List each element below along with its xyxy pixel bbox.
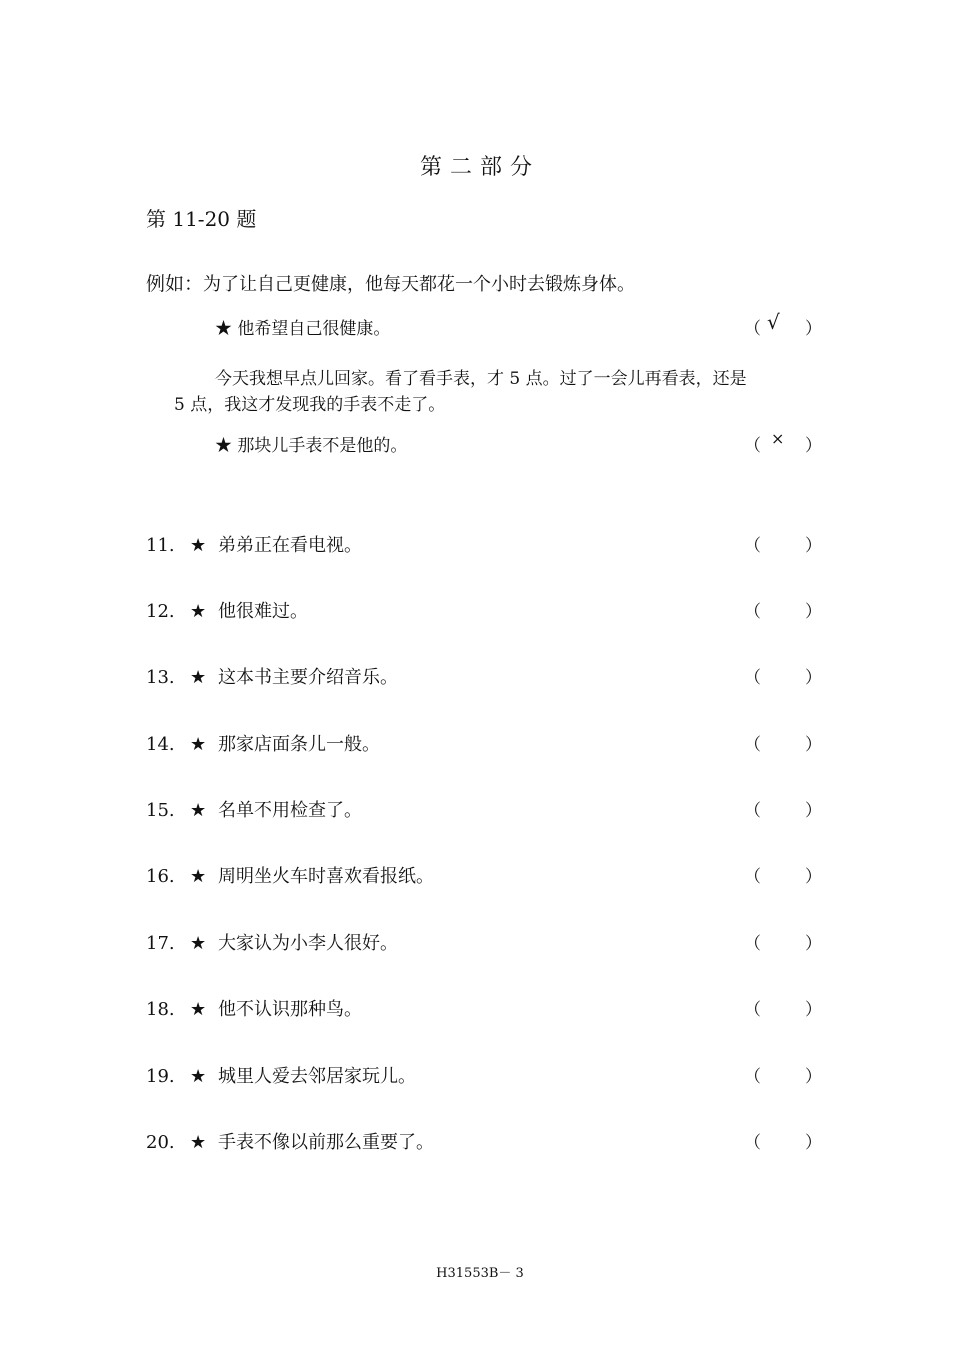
question-12: 12. ★ 他很难过。 — [146, 601, 308, 622]
star-icon: ★ — [190, 999, 207, 1020]
answer-blank-open[interactable]: （ — [744, 536, 761, 556]
question-16: 16. ★ 周明坐火车时喜欢看报纸。 — [146, 866, 434, 887]
answer-blank-open[interactable]: （ — [744, 1067, 761, 1087]
star-icon: ★ — [190, 734, 207, 755]
paren-open: （ — [744, 319, 761, 339]
answer-blank-close: ） — [805, 867, 822, 887]
answer-blank-open[interactable]: （ — [744, 668, 761, 688]
question-15: 15. ★ 名单不用检查了。 — [146, 800, 362, 821]
star-icon: ★ — [190, 800, 207, 821]
check-mark-icon: √ — [767, 310, 780, 334]
cross-mark-icon: × — [771, 429, 785, 448]
question-range: 第 11-20 题 — [146, 207, 257, 231]
answer-blank-close: ） — [805, 668, 822, 688]
star-icon: ★ — [190, 933, 207, 954]
answer-blank-open[interactable]: （ — [744, 602, 761, 622]
question-20: 20. ★ 手表不像以前那么重要了。 — [146, 1132, 434, 1153]
page-footer: H31553B－ 3 — [436, 1266, 524, 1281]
example-intro — [146, 269, 635, 296]
question-19: 19. ★ 城里人爱去邻居家玩儿。 — [146, 1066, 416, 1087]
star-icon: ★ — [190, 1066, 207, 1087]
section-title: 第二部分 — [419, 155, 540, 180]
question-13: 13. ★ 这本书主要介绍音乐。 — [146, 667, 398, 688]
example-passage-line-1: 今天我想早点儿回家。看了看手表，才 5 点。过了一会儿再看表，还是 — [215, 369, 747, 389]
question-18: 18. ★ 他不认识那种鸟。 — [146, 999, 362, 1020]
star-icon: ★ — [190, 535, 207, 556]
answer-blank-open[interactable]: （ — [744, 735, 761, 755]
answer-blank-close: ） — [805, 934, 822, 954]
answer-blank-close: ） — [805, 735, 822, 755]
star-icon: ★ — [190, 1132, 207, 1153]
question-14: 14. ★ 那家店面条儿一般。 — [146, 734, 380, 755]
answer-blank-close: ） — [805, 1067, 822, 1087]
star-icon: ★ — [190, 601, 207, 622]
answer-blank-open[interactable]: （ — [744, 867, 761, 887]
paren-close: ） — [805, 319, 822, 339]
answer-blank-close: ） — [805, 1000, 822, 1020]
answer-blank-close: ） — [805, 536, 822, 556]
example-sentence: 为了让自己更健康，他每天都花一个小时去锻炼身体。 — [203, 274, 636, 295]
question-17: 17. ★ 大家认为小李人很好。 — [146, 933, 398, 954]
paren-close: ） — [805, 436, 822, 456]
answer-blank-close: ） — [805, 602, 822, 622]
answer-blank-close: ） — [805, 1133, 822, 1153]
answer-blank-open[interactable]: （ — [744, 934, 761, 954]
star-icon: ★ — [190, 866, 207, 887]
example-statement-2: ★ 那块儿手表不是他的。 — [215, 436, 408, 456]
example-statement-1: ★ 他希望自己很健康。 — [215, 319, 391, 339]
answer-blank-open[interactable]: （ — [744, 801, 761, 821]
question-11: 11. ★ 弟弟正在看电视。 — [146, 535, 362, 556]
paren-open: （ — [744, 436, 761, 456]
example-label: 例如： — [146, 273, 204, 295]
star-icon: ★ — [190, 667, 207, 688]
star-icon: ★ — [215, 319, 232, 339]
answer-blank-open[interactable]: （ — [744, 1133, 761, 1153]
answer-blank-close: ） — [805, 801, 822, 821]
star-icon: ★ — [215, 436, 232, 456]
answer-blank-open[interactable]: （ — [744, 1000, 761, 1020]
example-passage-line-2: 5 点，我这才发现我的手表不走了。 — [174, 395, 446, 415]
